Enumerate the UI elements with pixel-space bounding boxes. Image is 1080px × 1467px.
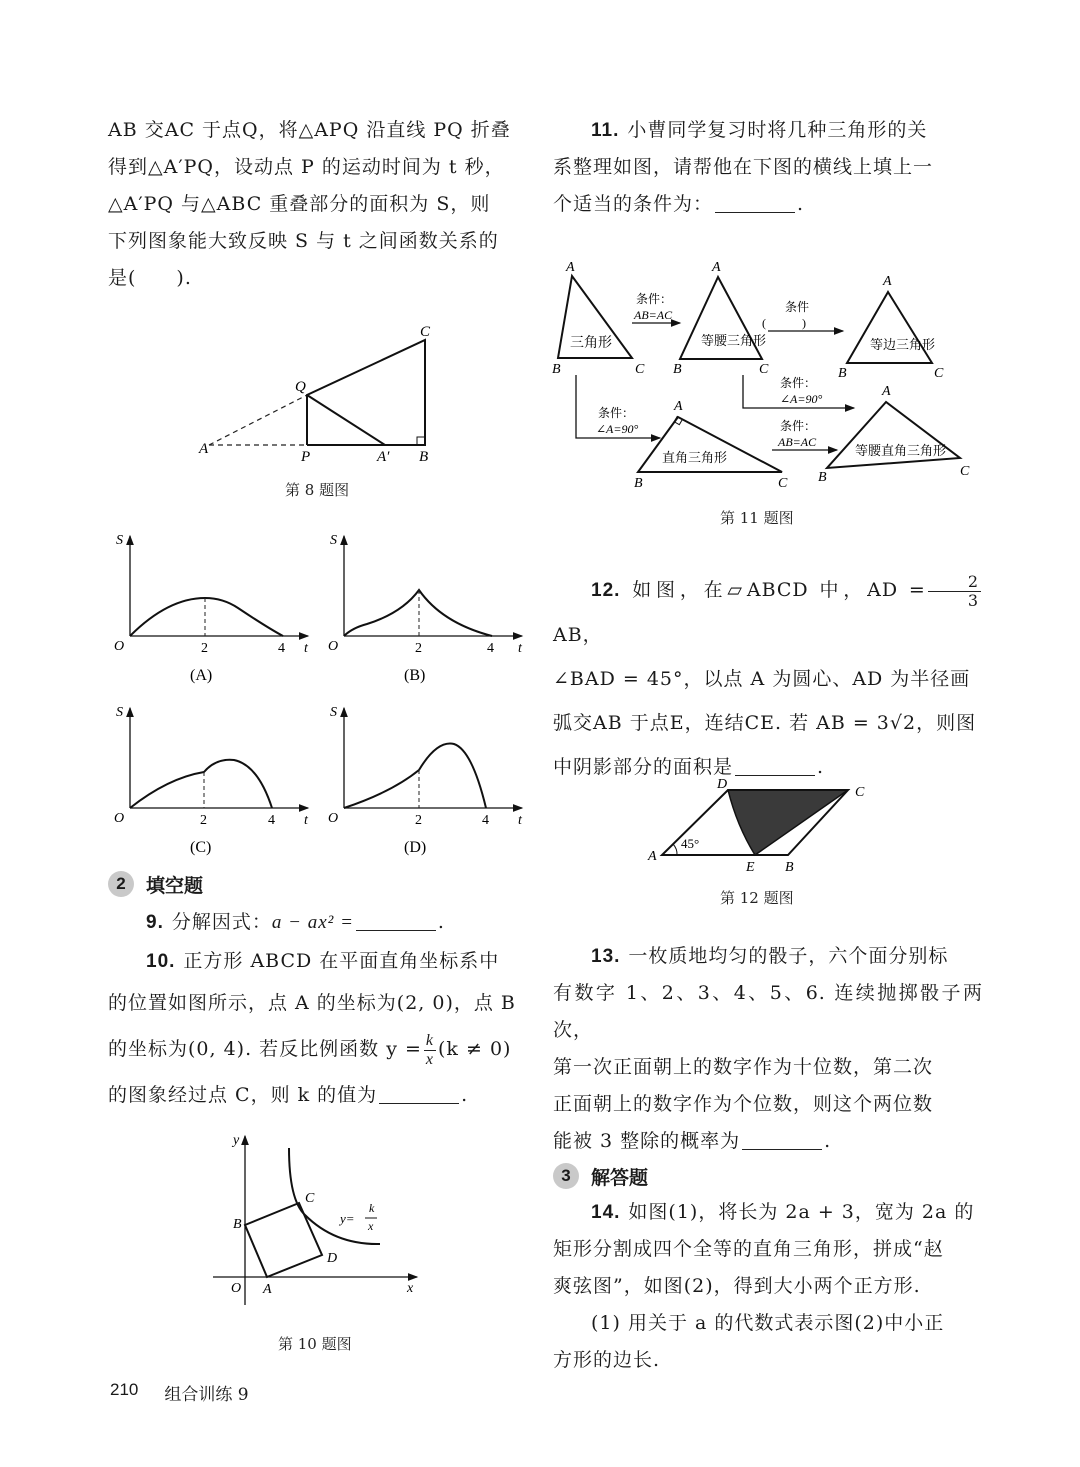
section-3-badge: 3	[553, 1163, 579, 1189]
q10-fig-frac-den: x	[368, 1219, 374, 1233]
option-a-label: (A)	[190, 667, 213, 684]
q11-cond-5b: AB=AC	[778, 435, 817, 449]
option-a-t-label: t	[304, 641, 308, 656]
q8-line-2: 得到△A′PQ，设动点 P 的运动时间为 t 秒，	[108, 156, 505, 178]
page-footer	[110, 1380, 249, 1405]
svg-text:A: A	[674, 399, 683, 414]
q8-line-5: 是( ).	[108, 267, 192, 289]
option-d-graph[interactable]	[328, 705, 523, 856]
q13-line-3: 第一次正面朝上的数字作为十位数，第二次	[553, 1056, 934, 1078]
q10-label-C: C	[305, 1191, 315, 1206]
option-c-label: (C)	[190, 839, 212, 856]
q10-label-x: x	[407, 1281, 414, 1296]
option-a-tick-2: 2	[201, 641, 208, 656]
q10-answer-blank[interactable]	[379, 1084, 459, 1104]
q11-cond-4b: ∠A=90°	[596, 422, 639, 436]
q10-frac-num: k	[425, 1031, 435, 1049]
q10-text-4: 的图象经过点 C，则 k 的值为	[108, 1084, 378, 1106]
svg-text:B: B	[634, 476, 643, 490]
q11-node-isosceles: 等腰三角形	[701, 333, 767, 348]
q8-figure-caption: 第 8 题图	[285, 481, 350, 499]
option-c-s-label: S	[116, 705, 123, 720]
q13-line-1	[553, 938, 983, 975]
q11-cond-1a: 条件：	[636, 292, 673, 306]
q8-line-1: AB 交AC 于点Q，将△APQ 沿直线 PQ 折叠	[108, 119, 511, 141]
q12-label-A: A	[648, 849, 657, 864]
footer-section: 组合训练 9	[164, 1385, 249, 1405]
q12-figure-caption: 第 12 题图	[720, 889, 794, 907]
section-2-title: 填空题	[146, 875, 204, 897]
svg-text:C: C	[778, 476, 788, 490]
q10-frac-den: x	[425, 1050, 435, 1068]
q11-cond-3a: 条件：	[780, 376, 817, 390]
q12-label-C: C	[855, 785, 865, 800]
q8-line-4: 下列图象能大致反映 S 与 t 之间函数关系的	[108, 230, 499, 252]
option-d-tick-2: 2	[415, 813, 422, 828]
q11-answer-blank[interactable]	[715, 193, 795, 213]
q11-cond-2a: 条件	[785, 300, 810, 314]
section-3-title: 解答题	[591, 1167, 649, 1189]
q12-answer-blank[interactable]	[735, 756, 815, 776]
option-a-s-label: S	[116, 533, 123, 548]
option-b-tick-2: 2	[415, 641, 422, 656]
svg-text:C: C	[960, 464, 970, 479]
q12-number: 12.	[591, 580, 621, 601]
option-b-t-label: t	[518, 641, 522, 656]
svg-text:A: A	[883, 274, 892, 289]
page-number: 210	[110, 1380, 139, 1399]
svg-text:A: A	[566, 260, 575, 275]
q10-fraction	[424, 1032, 436, 1069]
q11-line-2: 系整理如图，请帮他在下图的横线上填上一	[553, 156, 934, 178]
svg-text:B: B	[818, 470, 827, 485]
q11-cond-3b: ∠A=90°	[780, 392, 823, 406]
q13-line-4: 正面朝上的数字作为个位数，则这个两位数	[553, 1093, 934, 1115]
svg-text:C: C	[635, 362, 645, 377]
q10-label-func: y=	[340, 1211, 355, 1226]
q11-node-isosceles-right: 等腰直角三角形	[855, 443, 947, 458]
option-a-tick-4: 4	[278, 641, 285, 656]
q14-number: 14.	[591, 1202, 621, 1223]
q12-text	[553, 568, 983, 789]
option-c-tick-2: 2	[200, 813, 207, 828]
option-d-origin: O	[328, 811, 339, 826]
svg-text:A: A	[712, 260, 721, 275]
option-b-graph[interactable]	[328, 533, 523, 684]
option-b-label: (B)	[404, 667, 426, 684]
q11-line-1	[553, 112, 983, 149]
q12-frac-den: 3	[967, 590, 979, 610]
q12-text-4: 中阴影部分的面积是	[553, 756, 734, 778]
q10-label-O: O	[231, 1281, 242, 1296]
q8-label-P: P	[301, 449, 311, 465]
q12-figure	[645, 778, 880, 873]
q10-figure	[205, 1130, 425, 1305]
q10-number: 10.	[146, 951, 176, 972]
q12-line-2: ∠BAD = 45°，以点 A 为圆心、AD 为半径画	[553, 668, 971, 690]
q11-cond-1b: AB=AC	[634, 308, 673, 322]
option-d-label: (D)	[404, 839, 427, 856]
q10-line-1	[108, 943, 538, 980]
q11-node-triangle: 三角形	[570, 336, 612, 351]
q13-line-2: 有数字 1、2、3、4、5、6. 连续抛掷骰子两次，	[553, 982, 983, 1041]
q10-label-A: A	[263, 1282, 272, 1297]
q9-expression: a − ax² =	[271, 912, 354, 933]
q12-label-D: D	[717, 778, 728, 792]
option-a-graph[interactable]	[114, 533, 309, 684]
q13-line-5: 能被 3 整除的概率为 .	[553, 1130, 832, 1152]
option-b-s-label: S	[330, 533, 337, 548]
section-3-heading	[553, 1160, 983, 1192]
q9-prefix: 分解因式：	[171, 911, 272, 933]
q12-label-angle: 45°	[681, 836, 700, 851]
q14-line-3: 爽弦图”，如图(2)，得到大小两个正方形.	[553, 1275, 921, 1297]
q14-sub1-line-1: (1) 用关于 a 的代数式表示图(2)中小正	[591, 1312, 945, 1334]
q11-cond-4a: 条件：	[598, 406, 635, 420]
q11-cond-5a: 条件：	[780, 419, 817, 433]
option-d-t-label: t	[518, 813, 522, 828]
q10-fig-frac-num: k	[369, 1201, 375, 1215]
q13-q14-block	[553, 938, 983, 1379]
q12-frac-num: 2	[928, 573, 981, 592]
option-b-tick-4: 4	[487, 641, 494, 656]
q13-number: 13.	[591, 946, 621, 967]
option-c-tick-4: 4	[268, 813, 275, 828]
option-b-origin: O	[328, 639, 339, 654]
q9: 9. 分解因式：a − ax² = .	[146, 911, 445, 933]
q8-label-Aprime: A′	[377, 449, 390, 465]
q12-fraction	[928, 573, 981, 610]
q9-answer-blank[interactable]	[356, 911, 436, 931]
q8-label-B: B	[419, 449, 429, 465]
q10-text-3b: (k ≠ 0)	[438, 1038, 512, 1060]
option-c-graph[interactable]	[114, 705, 309, 856]
q11-text-3: 个适当的条件为：	[553, 193, 714, 215]
q8-option-graphs	[108, 528, 528, 858]
svg-text:C: C	[759, 362, 769, 377]
q11-cond-2b-blank[interactable]: ( )	[762, 316, 806, 330]
q11-text-1: 小曹同学复习时将几种三角形的关	[627, 119, 928, 141]
q8-text	[108, 112, 538, 297]
q11-number: 11.	[591, 120, 620, 141]
q10-line-4: 的图象经过点 C，则 k 的值为 .	[108, 1084, 469, 1106]
q14-sub1-line-2: 方形的边长.	[553, 1349, 661, 1371]
q12-line-1	[553, 568, 983, 657]
svg-text:B: B	[552, 362, 561, 377]
q8-label-C: C	[420, 324, 431, 340]
q14-line-2: 矩形分割成四个全等的直角三角形，拼成“赵	[553, 1238, 944, 1260]
q10-label-D: D	[327, 1251, 338, 1266]
q12-label-E: E	[746, 860, 755, 873]
q10-figure-caption: 第 10 题图	[278, 1335, 352, 1353]
q8-label-A: A	[199, 441, 209, 457]
left-column	[108, 112, 538, 297]
q10-label-y: y	[233, 1133, 240, 1148]
q10-text-1: 正方形 ABCD 在平面直角坐标系中	[183, 950, 500, 972]
q10-label-B: B	[233, 1217, 242, 1232]
q12-text-1b: AB，	[553, 624, 603, 646]
section-2-heading	[108, 868, 538, 900]
q13-answer-blank[interactable]	[742, 1130, 822, 1150]
option-a-origin: O	[114, 639, 125, 654]
q13-text-5: 能被 3 整除的概率为	[553, 1130, 741, 1152]
q11-node-equilateral: 等边三角形	[870, 337, 936, 352]
q11-figure-caption: 第 11 题图	[720, 509, 794, 527]
q11-figure	[550, 255, 980, 490]
q13-text-1: 一枚质地均匀的骰子，六个面分别标	[628, 945, 949, 967]
fill-in-section	[108, 868, 538, 1118]
q10-line-3	[108, 1026, 538, 1072]
q11-line-3: 个适当的条件为： .	[553, 193, 805, 215]
q11-text	[553, 112, 983, 223]
option-c-t-label: t	[304, 813, 308, 828]
q8-label-Q: Q	[295, 379, 306, 395]
q8-figure	[195, 318, 445, 468]
q14-text-1: 如图(1)，将长为 2a + 3，宽为 2a 的	[628, 1201, 975, 1223]
q12-line-4: 中阴影部分的面积是 .	[553, 756, 825, 778]
q8-line-3: △A′PQ 与△ABC 重叠部分的面积为 S，则	[108, 193, 491, 215]
option-c-origin: O	[114, 811, 125, 826]
section-2-badge: 2	[108, 871, 134, 897]
q11-node-right: 直角三角形	[662, 450, 728, 465]
svg-text:A: A	[882, 384, 891, 399]
q12-text-1a: 如图，在▱ABCD 中，AD =	[628, 579, 926, 601]
option-d-s-label: S	[330, 705, 337, 720]
q12-label-B: B	[785, 860, 794, 873]
svg-text:B: B	[838, 366, 847, 381]
q9-number: 9.	[146, 912, 164, 933]
svg-text:C: C	[934, 366, 944, 381]
svg-text:B: B	[673, 362, 682, 377]
option-d-tick-4: 4	[482, 813, 489, 828]
q12-line-3: 弧交AB 于点E，连结CE. 若 AB = 3√2，则图	[553, 712, 977, 734]
q10-text-3a: 的坐标为(0, 4). 若反比例函数 y =	[108, 1038, 422, 1060]
q10-line-2: 的位置如图所示，点 A 的坐标为(2, 0)，点 B	[108, 992, 516, 1014]
q14-line-1	[553, 1194, 983, 1231]
